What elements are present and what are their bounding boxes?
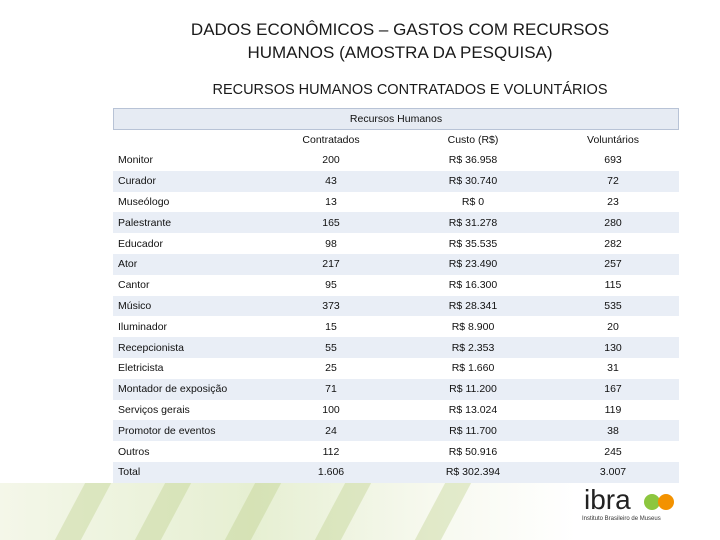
cell-voluntarios: 119 [604, 403, 622, 416]
cell-role: Museólogo [118, 195, 170, 208]
cell-custo: R$ 13.024 [448, 403, 498, 416]
cell-voluntarios: 167 [604, 383, 622, 396]
cell-contratados: 95 [325, 279, 337, 292]
table-row [113, 233, 679, 254]
table-row [113, 171, 679, 192]
table-row [113, 337, 679, 358]
cell-contratados: 98 [325, 237, 337, 250]
cell-contratados: 13 [325, 195, 337, 208]
table-row [113, 212, 679, 233]
cell-custo: R$ 11.700 [449, 424, 497, 437]
cell-voluntarios: 3.007 [599, 466, 627, 479]
cell-role: Músico [118, 299, 152, 312]
table-row [113, 254, 679, 275]
cell-contratados: 373 [322, 299, 340, 312]
cell-contratados: 55 [325, 341, 337, 354]
cell-voluntarios: 245 [604, 445, 622, 458]
cell-voluntarios: 280 [604, 216, 622, 229]
cell-custo: R$ 1.660 [451, 362, 495, 375]
cell-role: Total [118, 466, 141, 479]
cell-voluntarios: 535 [604, 299, 622, 312]
cell-voluntarios: 20 [607, 320, 619, 333]
cell-contratados: 25 [325, 362, 337, 375]
cell-contratados: 112 [322, 445, 340, 458]
cell-custo: R$ 11.200 [449, 383, 497, 396]
table-row [113, 400, 679, 421]
table-row [113, 441, 679, 462]
cell-contratados: 15 [325, 320, 337, 333]
table-row [113, 358, 679, 379]
cell-custo: R$ 36.958 [448, 154, 498, 167]
cell-contratados: 165 [322, 216, 340, 229]
cell-voluntarios: 31 [607, 362, 619, 375]
table-row [113, 420, 679, 441]
cell-contratados: 1.606 [317, 466, 345, 479]
cell-custo: R$ 8.900 [451, 320, 495, 333]
cell-contratados: 71 [325, 383, 337, 396]
svg-text:ibra: ibra [584, 484, 631, 515]
cell-contratados: 24 [325, 424, 337, 437]
title-line-2 [120, 41, 680, 64]
cell-role: Outros [118, 445, 150, 458]
column-header-custo: Custo (R$) [447, 134, 499, 146]
cell-role: Promotor de eventos [118, 424, 216, 437]
table-subtitle: RECURSOS HUMANOS CONTRATADOS E VOLUNTÁRIOS [212, 82, 608, 98]
cell-role: Recepcionista [118, 341, 184, 354]
cell-contratados: 200 [322, 154, 340, 167]
table-column-headers [113, 130, 679, 150]
cell-voluntarios: 130 [604, 341, 622, 354]
table-total-row [113, 462, 679, 483]
cell-role: Educador [118, 237, 163, 250]
title-line-2-rest: (AMOSTRA DA PESQUISA) [334, 43, 553, 62]
human-resources-table [113, 108, 679, 483]
cell-custo: R$ 50.916 [448, 445, 498, 458]
cell-custo: R$ 30.740 [448, 175, 498, 188]
cell-voluntarios: 282 [604, 237, 622, 250]
cell-custo: R$ 23.490 [448, 258, 498, 271]
table-row [113, 150, 679, 171]
ibram-logo [582, 483, 682, 523]
ibram-logo-tagline: Instituto Brasileiro de Museus [582, 516, 661, 522]
cell-voluntarios: 23 [607, 195, 619, 208]
page-title [120, 18, 680, 64]
table-group-header: Recursos Humanos [113, 108, 679, 130]
table-row [113, 192, 679, 213]
cell-custo: R$ 0 [461, 195, 485, 208]
cell-role: Curador [118, 175, 156, 188]
cell-role: Ator [118, 258, 138, 271]
cell-custo: R$ 16.300 [448, 279, 498, 292]
ibram-logo-mark [582, 483, 682, 517]
table-body [113, 150, 679, 483]
cell-role: Montador de exposição [118, 383, 228, 396]
cell-contratados: 217 [322, 258, 340, 271]
cell-custo: R$ 2.353 [451, 341, 495, 354]
cell-voluntarios: 38 [607, 424, 619, 437]
title-line-1: DADOS ECONÔMICOS – GASTOS COM RECURSOS [190, 20, 610, 39]
cell-role: Serviços gerais [118, 403, 190, 416]
cell-role: Palestrante [118, 216, 172, 229]
cell-voluntarios: 115 [604, 279, 622, 292]
cell-role: Monitor [118, 154, 154, 167]
cell-custo: R$ 31.278 [448, 216, 498, 229]
cell-role: Cantor [118, 279, 150, 292]
table-row [113, 275, 679, 296]
cell-custo: R$ 28.341 [448, 299, 498, 312]
cell-voluntarios: 693 [604, 154, 622, 167]
cell-contratados: 43 [325, 175, 337, 188]
cell-contratados: 100 [322, 403, 340, 416]
cell-custo: R$ 35.535 [448, 237, 498, 250]
table-row [113, 296, 679, 317]
table-row [113, 379, 679, 400]
cell-role: Eletricista [118, 362, 164, 375]
cell-role: Iluminador [118, 320, 168, 333]
column-header-voluntarios: Voluntários [587, 134, 639, 146]
column-header-contratados: Contratados [302, 134, 360, 146]
title-line-2-bold: HUMANOS [247, 43, 335, 62]
cell-voluntarios: 72 [607, 175, 619, 188]
cell-custo: R$ 302.394 [445, 466, 501, 479]
cell-voluntarios: 257 [604, 258, 622, 271]
table-row [113, 316, 679, 337]
